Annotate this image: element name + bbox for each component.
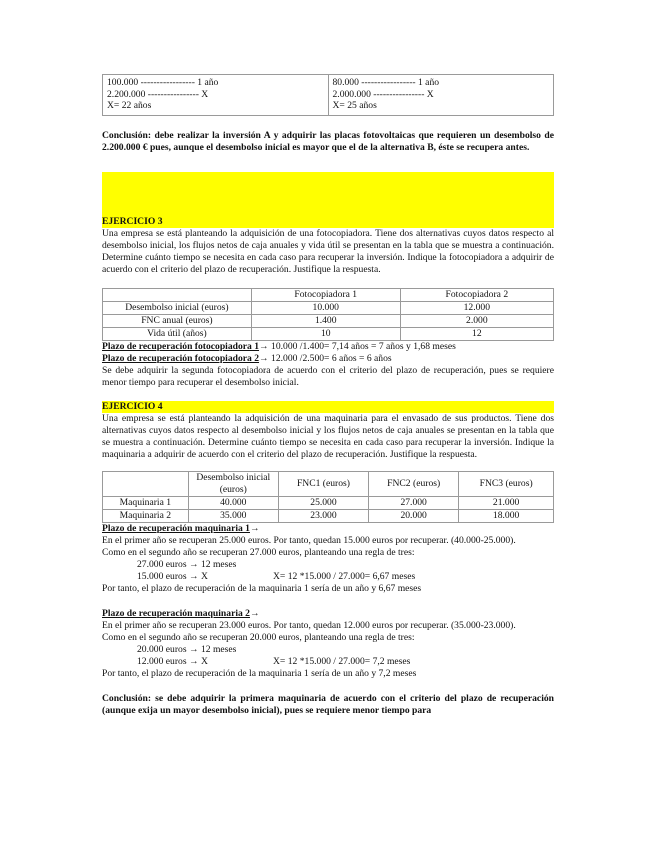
table-row	[103, 314, 554, 327]
highlight-band	[102, 172, 554, 216]
table-cell: 21.000	[459, 496, 554, 509]
table-cell: Desembolso inicial (euros)	[103, 301, 252, 314]
machinery-2-label: Plazo de recuperación maquinaria 2	[102, 607, 250, 619]
exercise-4-conclusion: Conclusión: se debe adquirir la primera maquinaria de acuerdo con el criterio del plazo de recuperación (aunque exija un mayor desembolso inicial), pues se requiere menor tiempo para	[102, 692, 554, 716]
machinery-1-paragraph: Como en el segundo año se recuperan 27.000 euros, planteando una regla de tres:	[102, 546, 415, 558]
calc-line: X= 22 años	[107, 100, 152, 111]
exercise-3-conclusion: Se debe adquirir la segunda fotocopiadora de acuerdo con el criterio del plazo de recuperación, pues se requiere menor tiempo para recuperar el desembolso inicial.	[102, 364, 554, 388]
payback-value: → 12.000 /2.500= 6 años = 6 años	[259, 352, 392, 364]
machinery-2-heading	[102, 608, 554, 620]
table-cell: 20.000	[369, 509, 459, 522]
calc-cell-b	[328, 75, 554, 116]
exercise-4-title: EJERCICIO 4	[102, 401, 554, 413]
table-cell: 40.000	[188, 496, 278, 509]
calc-line: 100.000 ----------------- 1 año	[107, 77, 219, 88]
rule-of-three-line: 20.000 euros → 12 meses	[137, 643, 237, 655]
machinery-2-paragraph: Como en el segundo año se recuperan 20.000 euros, planteando una regla de tres:	[102, 631, 415, 643]
machinery-table	[102, 471, 554, 523]
exercise-3-text: Una empresa se está planteando la adquisición de una fotocopiadora. Tiene dos alternativas cuyos datos respecto al desembolso inicial, los flujos netos de caja anuales y vida útil se presentan en la tabla que se muestra a continuación. Determine cuánto tiempo se necesita en cada caso para recuperar la inversión. Indique la fotocopiadora a adquirir de acuerdo con el criterio del plazo de recuperación. Justifique la respuesta.	[102, 227, 554, 275]
arrow-glyph: →	[249, 522, 260, 534]
calc-table	[102, 74, 554, 116]
table-cell: FNC anual (euros)	[103, 314, 252, 327]
photocopier-table	[102, 288, 554, 341]
table-cell: 18.000	[459, 509, 554, 522]
table-header-cell: FNC1 (euros)	[278, 471, 368, 496]
table-cell: 27.000	[369, 496, 459, 509]
table-row	[103, 496, 554, 509]
table-cell: Vida útil (años)	[103, 327, 252, 340]
calc-line: X= 25 años	[332, 100, 377, 111]
conclusion-paragraph: Conclusión: debe realizar la inversión A y adquirir las placas fotovoltaicas que requieren un desembolso de 2.200.000 € pues, aunque el desembolso inicial es mayor que el de la alternativa B, éste se recupera antes.	[102, 129, 554, 153]
table-cell: 25.000	[278, 496, 368, 509]
table-cell: 10.000	[251, 301, 400, 314]
table-cell: 2.000	[400, 314, 553, 327]
machinery-1-result: Por tanto, el plazo de recuperación de la maquinaria 1 sería de un año y 6,67 meses	[102, 582, 422, 594]
payback-label: Plazo de recuperación fotocopiadora 1	[102, 340, 260, 352]
table-cell: Maquinaria 1	[103, 496, 189, 509]
table-cell: 35.000	[188, 509, 278, 522]
table-header-cell: FNC2 (euros)	[369, 471, 459, 496]
payback-line-1	[102, 341, 554, 353]
calc-line: 2.000.000 ---------------- X	[332, 88, 434, 100]
rule-of-three-line	[102, 571, 554, 583]
table-row	[103, 509, 554, 522]
arrow-glyph: →	[249, 607, 260, 619]
payback-label: Plazo de recuperación fotocopiadora 2	[102, 352, 260, 364]
table-cell: Maquinaria 2	[103, 509, 189, 522]
table-cell: 12.000	[400, 301, 553, 314]
table-header-cell: Desembolso inicial (euros)	[188, 471, 278, 496]
rule-of-three-line: 27.000 euros → 12 meses	[137, 558, 237, 570]
exercise-4-text: Una empresa se está planteando la adquisición de una maquinaria para el envasado de sus productos. Tiene dos alternativas cuyos datos respecto al desembolso inicial y los flujos netos de caja anuales se presentan en la tabla que se muestra a continuación. Determine cuánto tiempo se necesita en cada caso para recuperar la inversión. Indique la maquinaria a adquirir de acuerdo con el criterio del plazo de recuperación. Justifique la respuesta.	[102, 412, 554, 460]
table-header-cell: Fotocopiadora 1	[251, 288, 400, 301]
rule-right: X= 12 *15.000 / 27.000= 6,67 meses	[273, 570, 416, 582]
rule-of-three-line	[102, 656, 554, 668]
rule-left: 12.000 euros → X	[137, 655, 208, 667]
rule-left: 15.000 euros → X	[137, 570, 208, 582]
table-cell: 1.400	[251, 314, 400, 327]
exercise-3-title: EJERCICIO 3	[102, 216, 554, 228]
calc-line: 2.200.000 ---------------- X	[107, 88, 209, 100]
table-header-cell: FNC3 (euros)	[459, 471, 554, 496]
machinery-2-result: Por tanto, el plazo de recuperación de la maquinaria 1 sería de un año y 7,2 meses	[102, 667, 417, 679]
table-cell: 12	[400, 327, 553, 340]
table-cell: 23.000	[278, 509, 368, 522]
calc-line: 80.000 ----------------- 1 año	[332, 77, 440, 88]
machinery-1-heading	[102, 523, 554, 535]
machinery-1-paragraph: En el primer año se recuperan 25.000 euros. Por tanto, quedan 15.000 euros por recuperar. (40.000-25.000).	[102, 534, 516, 546]
table-row	[103, 301, 554, 314]
machinery-2-paragraph: En el primer año se recuperan 23.000 euros. Por tanto, quedan 12.000 euros por recuperar. (35.000-23.000).	[102, 619, 516, 631]
payback-line-2	[102, 353, 554, 365]
table-header-cell	[103, 288, 252, 301]
table-cell: 10	[251, 327, 400, 340]
payback-value: → 10.000 /1.400= 7,14 años = 7 años y 1,68 meses	[259, 340, 456, 352]
table-header-cell: Fotocopiadora 2	[400, 288, 553, 301]
document-page	[102, 74, 554, 717]
table-row	[103, 327, 554, 340]
table-header-cell	[103, 471, 189, 496]
rule-right: X= 12 *15.000 / 27.000= 7,2 meses	[273, 655, 411, 667]
calc-cell-a	[103, 75, 329, 116]
machinery-1-label: Plazo de recuperación maquinaria 1	[102, 522, 250, 534]
